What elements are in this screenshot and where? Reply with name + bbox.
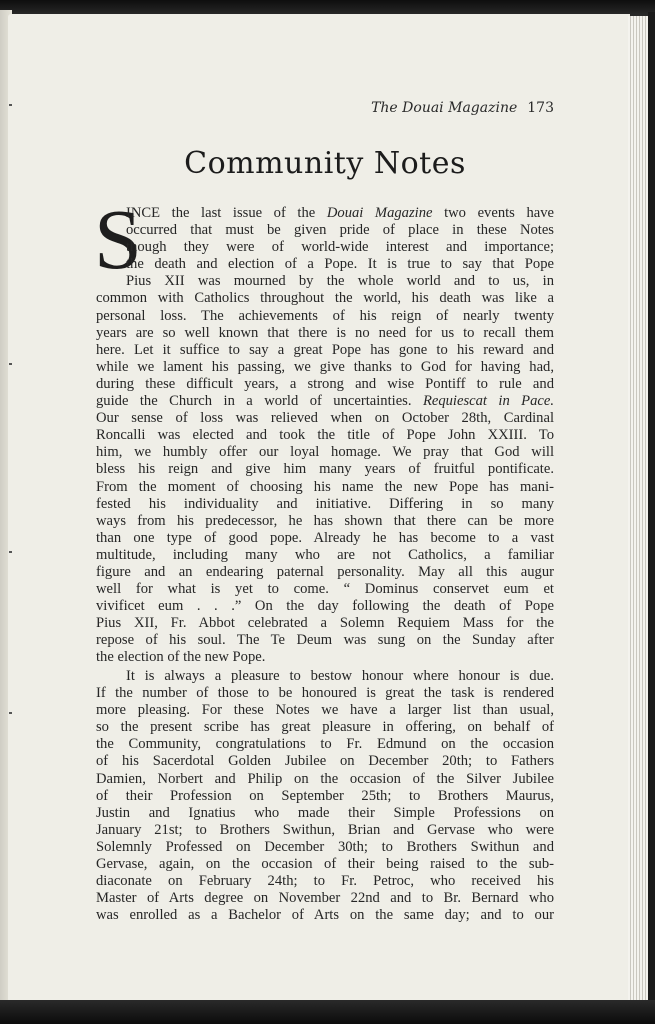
text-line: Pius XII, Fr. Abbot celebrated a Solemn Requiem Mass for the bbox=[96, 615, 554, 632]
running-head bbox=[300, 100, 554, 116]
text-line: personal loss. The achievements of his reign of nearly twenty bbox=[96, 307, 554, 324]
text-line: here. Let it suffice to say a great Pope has gone to his reward and bbox=[96, 341, 554, 358]
text-line: Gervase, again, on the occasion of their being raised to the sub- bbox=[96, 856, 554, 873]
text-line: Pius XII was mourned by the whole world and to us, in bbox=[126, 273, 554, 290]
text-line: fested his individuality and initiative. Differing in so many bbox=[96, 495, 554, 512]
text-line: of their Profession on September 25th; to Brothers Maurus, bbox=[96, 787, 554, 804]
text-line: though they were of world-wide interest and importance; bbox=[126, 239, 554, 256]
text-line: common with Catholics throughout the world, his death was like a bbox=[96, 290, 554, 307]
text-line: Solemnly Professed on December 30th; to Brothers Swithun and bbox=[96, 838, 554, 855]
page-number: 173 bbox=[527, 100, 554, 116]
text-line: repose of his soul. The Te Deum was sung on the Sunday after bbox=[96, 632, 554, 649]
text-line: vivificet eum . . .” On the day following the death of Pope bbox=[96, 598, 554, 615]
page-stack-edge bbox=[628, 16, 650, 1002]
text-line: INCE the last issue of the Douai Magazine two events have bbox=[126, 205, 554, 221]
text-line: the election of the new Pope. bbox=[96, 649, 266, 666]
book-bottom-edge bbox=[0, 1000, 655, 1024]
text-line: of his Sacerdotal Golden Jubilee on December 20th; to Fathers bbox=[96, 753, 554, 770]
paragraph-2 bbox=[96, 668, 554, 924]
text-line: January 21st; to Brothers Swithun, Brian and Gervase who were bbox=[96, 821, 554, 838]
magazine-name: The Douai Magazine bbox=[371, 100, 518, 116]
text-line: occurred that must be given pride of place in these Notes bbox=[126, 222, 554, 239]
text-line: well for what is yet to come. “ Dominus conservet eum et bbox=[96, 581, 554, 598]
margin-mark bbox=[9, 363, 12, 365]
text-line: the Community, congratulations to Fr. Edmund on the occasion bbox=[96, 736, 554, 753]
margin-mark bbox=[9, 712, 12, 714]
paragraph-1 bbox=[96, 205, 554, 667]
text-line: during these difficult years, a strong and wise Pontiff to rule and bbox=[96, 375, 554, 392]
text-line: bless his reign and give him many years of fruitful pontificate. bbox=[96, 461, 554, 478]
text-line: the death and election of a Pope. It is true to say that Pope bbox=[126, 256, 554, 273]
book-cover-edge bbox=[648, 12, 655, 1012]
text-line: Damien, Norbert and Philip on the occasion of the Silver Jubilee bbox=[96, 770, 554, 787]
drop-cap: S bbox=[94, 191, 142, 287]
text-line: Master of Arts degree on November 22nd and to Br. Bernard who bbox=[96, 890, 554, 907]
text-line: was enrolled as a Bachelor of Arts on the same day; and to our bbox=[96, 907, 554, 924]
text-line: If the number of those to be honoured is great the task is rendered bbox=[96, 685, 554, 702]
text-line: diaconate on February 24th; to Fr. Petroc, who received his bbox=[96, 873, 554, 890]
text-line: more pleasing. For these Notes we have a larger list than usual, bbox=[96, 702, 554, 719]
text-line: figure and an endearing paternal personality. May all this augur bbox=[96, 563, 554, 580]
text-line: Our sense of loss was relieved when on October 28th, Cardinal bbox=[96, 410, 554, 427]
margin-mark bbox=[9, 104, 12, 106]
text-line: It is always a pleasure to bestow honour where honour is due. bbox=[126, 668, 554, 684]
text-line: guide the Church in a world of uncertainties. Requiescat in Pace. bbox=[96, 393, 554, 410]
text-line: so the present scribe has great pleasure in offering, on behalf of bbox=[96, 719, 554, 736]
text-line: multitude, including many who are not Catholics, a familiar bbox=[96, 546, 554, 563]
text-line: Justin and Ignatius who made their Simple Professions on bbox=[96, 804, 554, 821]
text-line: while we lament his passing, we give thanks to God for having had, bbox=[96, 358, 554, 375]
margin-mark bbox=[9, 551, 12, 553]
article-title: Community Notes bbox=[184, 146, 466, 181]
text-line: years are so well known that there is no need for us to recall them bbox=[96, 324, 554, 341]
text-line: than one type of good pope. Already he has become to a vast bbox=[96, 529, 554, 546]
text-line: From the moment of choosing his name the new Pope has mani- bbox=[96, 478, 554, 495]
text-line: him, we humbly offer our loyal homage. We pray that God will bbox=[96, 444, 554, 461]
text-line: ways from his predecessor, he has shown that there can be more bbox=[96, 512, 554, 529]
text-line: Roncalli was elected and took the title of Pope John XXIII. To bbox=[96, 427, 554, 444]
